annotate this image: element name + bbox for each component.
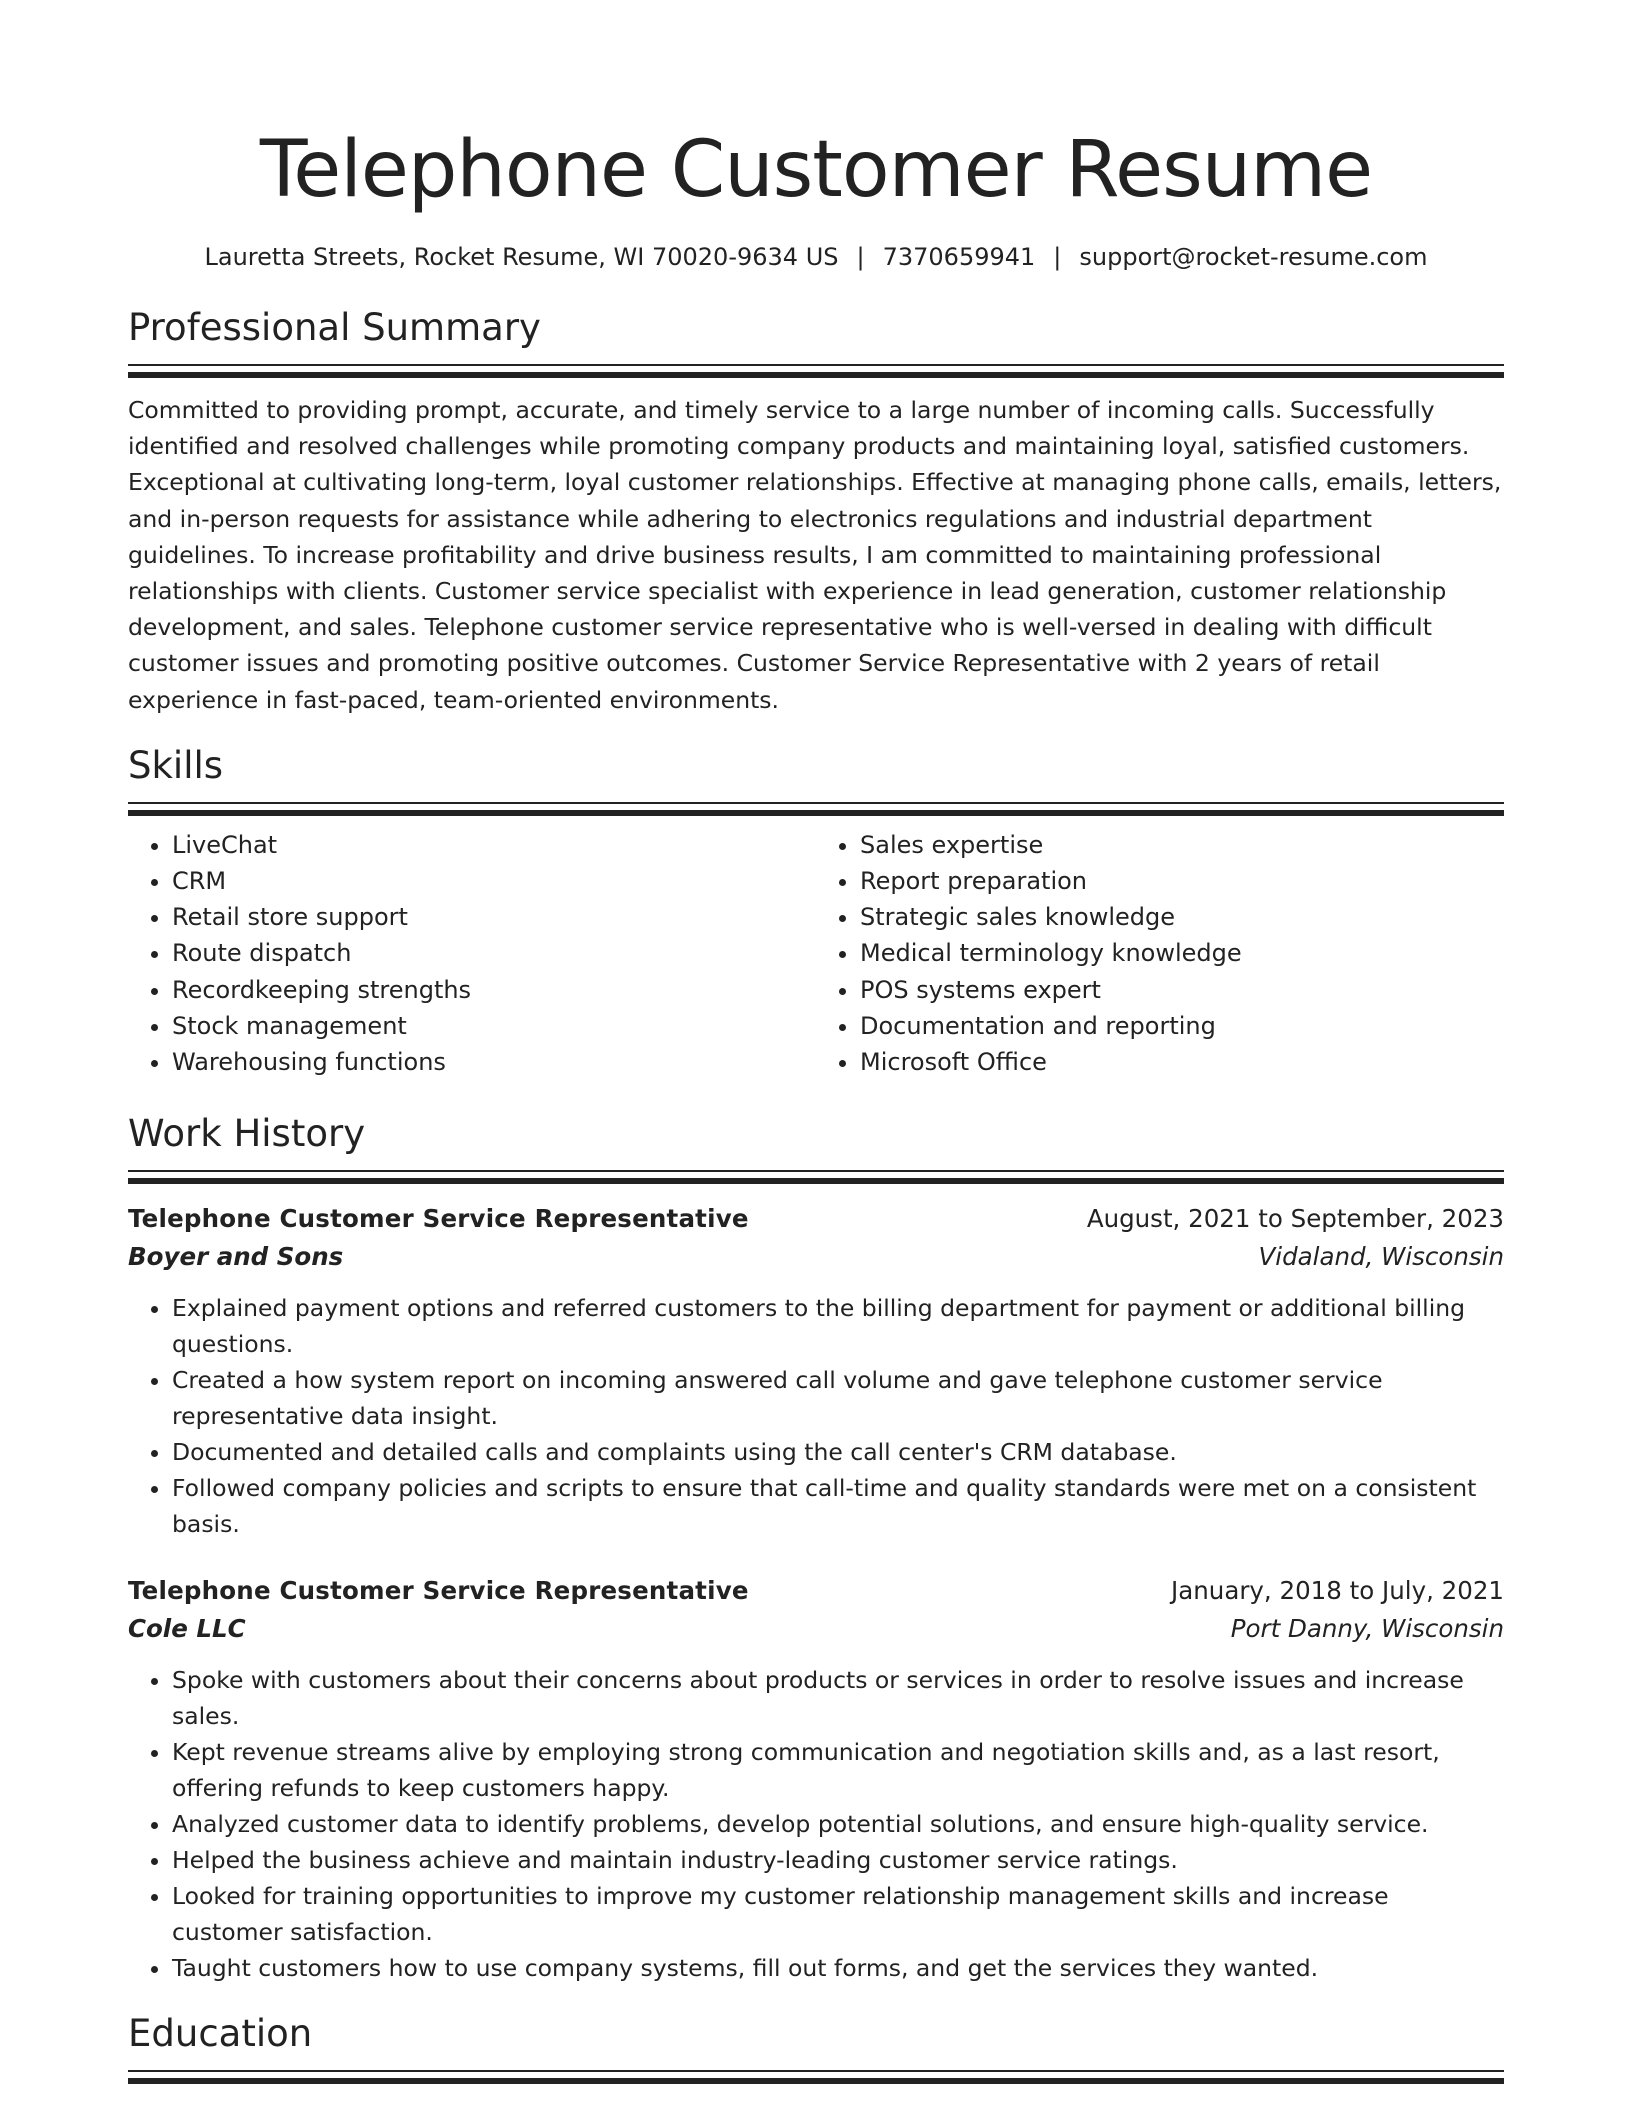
contact-email: support@rocket-resume.com	[1079, 243, 1428, 271]
job-bullet: • Kept revenue streams alive by employing strong communication and negotiation skills and, as a last resort, offering refunds to keep customers happy.	[172, 1734, 1504, 1806]
contact-phone: 7370659941	[882, 243, 1036, 271]
section-heading-summary: Professional Summary	[128, 306, 541, 349]
skills-column-right	[816, 827, 1504, 1080]
section-divider	[128, 2078, 1504, 2084]
summary-paragraph: Committed to providing prompt, accurate, and timely service to a large number of incoming calls. Successfully identified and resolved challenges while promoting company products and maintaining loyal, satisfied customers. Exceptional at cultivating long-term, loyal customer relationships. Effective at managing phone calls, emails, letters, and in-person requests for assistance while adhering to electronics regulations and industrial department guidelines. To increase profitability and drive business results, I am committed to maintaining professional relationships with clients. Customer service specialist with experience in lead generation, customer relationship development, and sales. Telephone customer service representative who is well-versed in dealing with difficult customer issues and promoting positive outcomes. Customer Service Representative with 2 years of retail experience in fast-paced, team-oriented environments.	[128, 396, 1502, 714]
skill-item: • Stock management	[172, 1008, 816, 1044]
skills-column-left	[128, 827, 816, 1080]
job-company: Cole LLC	[128, 1614, 246, 1644]
skills-grid	[128, 827, 1504, 1080]
skill-item: • Warehousing functions	[172, 1044, 816, 1080]
section-divider	[128, 810, 1504, 816]
job-bullet: • Looked for training opportunities to improve my customer relationship management skills and increase customer satisfaction.	[172, 1878, 1504, 1950]
skill-item: • Medical terminology knowledge	[860, 935, 1504, 971]
job-header-row	[128, 1200, 1504, 1238]
job-entry	[128, 1572, 1504, 1986]
skills-section	[128, 742, 1504, 1080]
section-divider	[128, 1170, 1504, 1172]
job-bullet: • Taught customers how to use company systems, fill out forms, and get the services they wanted.	[172, 1950, 1504, 1986]
section-heading-education: Education	[128, 2012, 313, 2056]
job-bullets	[128, 1290, 1504, 1542]
contact-separator: |	[856, 243, 865, 271]
job-bullet: • Spoke with customers about their concerns about products or services in order to resolve issues and increase sales.	[172, 1662, 1504, 1734]
job-company: Boyer and Sons	[128, 1242, 344, 1272]
section-divider	[128, 1178, 1504, 1184]
skill-item: • Route dispatch	[172, 935, 816, 971]
job-title: Telephone Customer Service Representative	[128, 1576, 749, 1606]
skill-item: • Microsoft Office	[860, 1044, 1504, 1080]
skill-item: • Report preparation	[860, 863, 1504, 899]
section-divider	[128, 2070, 1504, 2072]
job-bullet: • Created a how system report on incoming answered call volume and gave telephone customer service representative data insight.	[172, 1362, 1504, 1434]
skill-item: • Recordkeeping strengths	[172, 972, 816, 1008]
job-location: Vidaland, Wisconsin	[1258, 1242, 1504, 1272]
job-dates: January, 2018 to July, 2021	[1171, 1576, 1504, 1606]
section-heading-skills: Skills	[128, 743, 224, 787]
section-heading-work-history: Work History	[128, 1112, 366, 1156]
job-bullet: • Documented and detailed calls and complaints using the call center's CRM database.	[172, 1434, 1504, 1470]
skill-item: • CRM	[172, 863, 816, 899]
skill-item: • POS systems expert	[860, 972, 1504, 1008]
job-bullets	[128, 1662, 1504, 1986]
job-bullet: • Explained payment options and referred customers to the billing department for payment or additional billing questions.	[172, 1290, 1504, 1362]
skill-item: • Sales expertise	[860, 827, 1504, 863]
job-subheader-row	[128, 1610, 1504, 1648]
job-title: Telephone Customer Service Representative	[128, 1204, 749, 1234]
job-subheader-row	[128, 1238, 1504, 1276]
job-header-row	[128, 1572, 1504, 1610]
work-history-section	[128, 1110, 1504, 1986]
summary-section	[128, 304, 1504, 718]
job-bullet: • Helped the business achieve and maintain industry-leading customer service ratings.	[172, 1842, 1504, 1878]
section-divider	[128, 802, 1504, 804]
skill-item: • LiveChat	[172, 827, 816, 863]
job-bullet: • Followed company policies and scripts to ensure that call-time and quality standards were met on a consistent basis.	[172, 1470, 1504, 1542]
education-section	[128, 2010, 1504, 2084]
contact-address: Lauretta Streets, Rocket Resume, WI 70020-9634 US	[204, 243, 839, 271]
skill-item: • Retail store support	[172, 899, 816, 935]
contact-separator: |	[1053, 243, 1062, 271]
resume-title: Telephone Customer Resume	[259, 125, 1373, 215]
job-bullet: • Analyzed customer data to identify problems, develop potential solutions, and ensure high-quality service.	[172, 1806, 1504, 1842]
job-dates: August, 2021 to September, 2023	[1086, 1204, 1504, 1234]
resume-page	[128, 0, 1504, 2084]
job-location: Port Danny, Wisconsin	[1230, 1614, 1504, 1644]
job-entry	[128, 1200, 1504, 1542]
contact-line	[128, 240, 1504, 274]
section-divider	[128, 364, 1504, 366]
skill-item: • Documentation and reporting	[860, 1008, 1504, 1044]
section-divider	[128, 372, 1504, 378]
skill-item: • Strategic sales knowledge	[860, 899, 1504, 935]
